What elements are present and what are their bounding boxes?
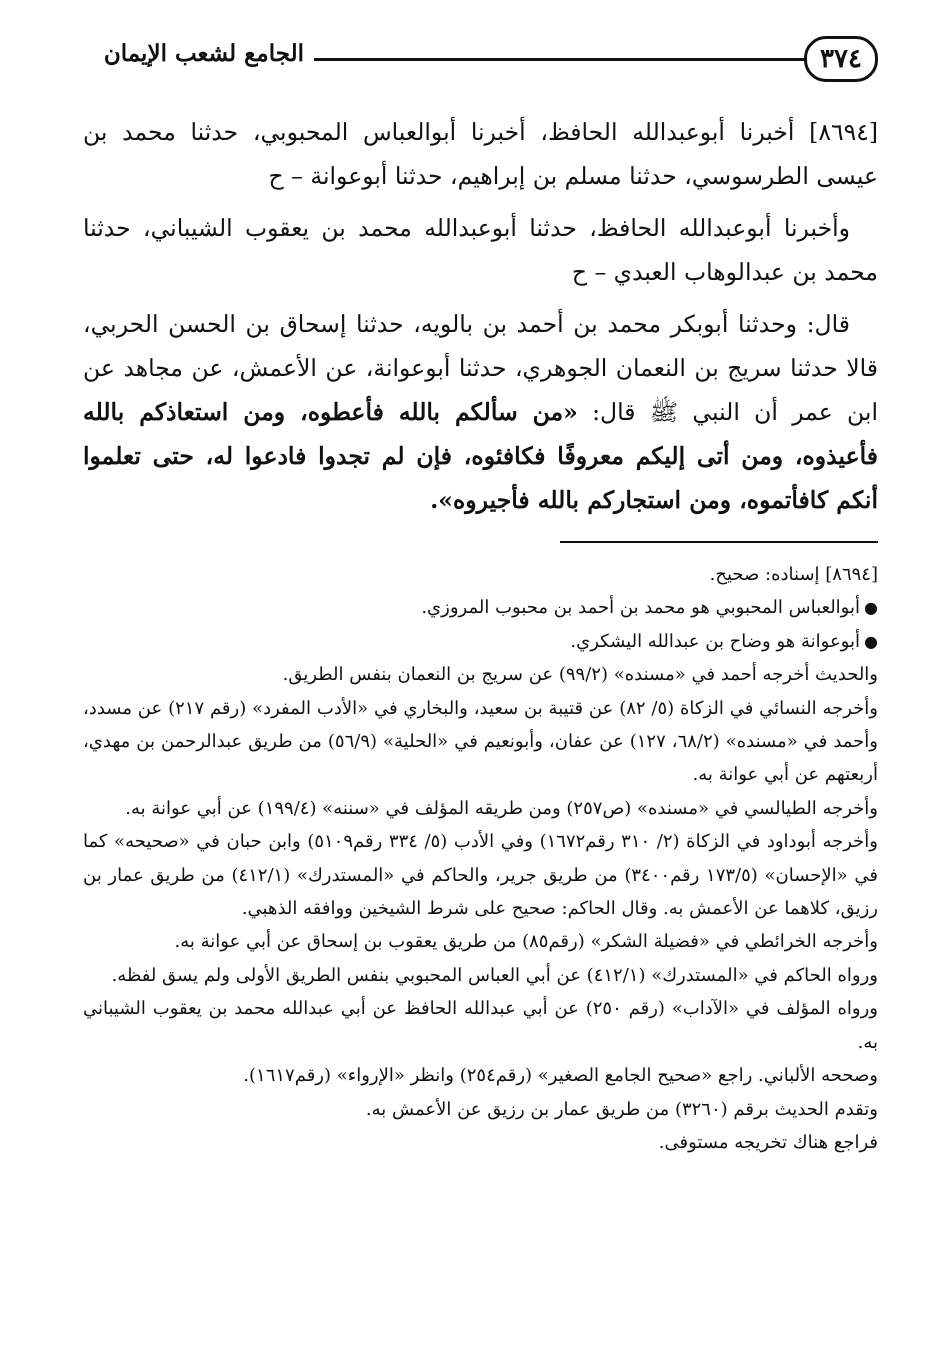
footnote-paragraph: وأخرجه أبوداود في الزكاة (٢/ ٣١٠ رقم١٦٧٢) وفي الأدب (٥/ ٣٣٤ رقم٥١٠٩) وابن حبان في «صحيحه» كما في «الإحسان» (١٧٣/٥ رقم٣٤٠٠) من طريق جرير، والحاكم في «المستدرك» (٤١٢/١) من طريق عمار بن رزيق، كلاهما عن الأعمش به. وقال الحاكم: صحيح على شرط الشيخين ووافقه الذهبي.: [83, 831, 879, 920]
footnote-bullets: [83, 591, 878, 658]
isnad-paragraph: وأخبرنا أبوعبدالله الحافظ، حدثنا أبوعبدالله محمد بن يعقوب الشيباني، حدثنا محمد بن عبدالوهاب العبدي – ح: [83, 214, 878, 286]
footnote-paragraph: ورواه المؤلف في «الآداب» (رقم ٢٥٠) عن أبي عبدالله الحافظ عن أبي عبدالله محمد بن يعقوب الشيباني به.: [83, 998, 879, 1053]
isnad-paragraph: [٨٦٩٤] أخبرنا أبوعبدالله الحافظ، أخبرنا أبوالعباس المحبوبي، حدثنا محمد بن عيسى الطرسوسي، حدثنا مسلم بن إبراهيم، حدثنا أبوعوانة – ح: [83, 118, 878, 190]
footnote-paragraph: فراجع هناك تخريجه مستوفى.: [658, 1131, 878, 1153]
footnote-paragraph: وأخرجه الخرائطي في «فضيلة الشكر» (رقم٨٥) من طريق يعقوب بن إسحاق عن أبي عوانة به.: [174, 931, 878, 953]
footnote-paragraph: وتقدم الحديث برقم (٣٢٦٠) من طريق عمار بن رزيق عن الأعمش به.: [365, 1098, 878, 1120]
footnotes: [83, 558, 878, 1159]
footnote-heading: [٨٦٩٤] إسناده: صحيح.: [709, 564, 878, 585]
footnote-divider: [560, 541, 878, 543]
footnote-paragraph: وصححه الألباني. راجع «صحيح الجامع الصغير» (رقم٢٥٤) وانظر «الإرواء» (رقم١٦١٧).: [243, 1065, 878, 1087]
footnote-paragraph: وأخرجه النسائي في الزكاة (٥/ ٨٢) عن قتيبة بن سعيد، والبخاري في «الأدب المفرد» (رقم ٢١٧) عن مسدد، وأحمد في «مسنده» (٦٨/٢، ١٢٧) عن عفان، وأبونعيم في «الحلية» (٥٦/٩) من طريق عبدالرحمن بن مهدي، أربعتهم عن أبي عوانة به.: [83, 697, 878, 786]
hadith-paragraph: [83, 302, 878, 522]
footnote-paragraph: وأخرجه الطيالسي في «مسنده» (ص٢٥٧) ومن طريقه المؤلف في «سننه» (١٩٩/٤) عن أبي عوانة به.: [125, 797, 878, 819]
bullet-icon: ●: [864, 631, 878, 651]
main-text: [83, 110, 878, 530]
footnote-bullet-text: أبوعوانة هو وضاح بن عبدالله اليشكري.: [570, 630, 860, 652]
bullet-icon: ●: [864, 598, 878, 618]
footnote-bullet-text: أبوالعباس المحبوبي هو محمد بن أحمد بن محبوب المروزي.: [421, 597, 860, 619]
footnote-bullet: [83, 625, 878, 658]
header-rule: [314, 58, 804, 61]
footnote-paragraph: ورواه الحاكم في «المستدرك» (٤١٢/١) عن أبي العباس المحبوبي بنفس الطريق الأولى ولم يسق لفظه.: [111, 964, 878, 986]
page-header: [78, 36, 878, 86]
isnad-intro: قال: وحدثنا أبوبكر محمد بن أحمد بن بالويه، حدثنا إسحاق بن الحسن الحربي، قالا حدثنا سريج بن النعمان الجوهري، حدثنا أبوعوانة، عن الأعمش، عن مجاهد عن ابن عمر أن النبي ﷺ قال:: [83, 310, 878, 426]
hadith-text: «من سألكم بالله فأعطوه، ومن استعاذكم بالله فأعيذوه، ومن أتى إليكم معروفًا فكافئوه، فإن لم تجدوا فادعوا له، حتى تعلموا أنكم كافأتموه، ومن استجاركم بالله فأجيروه».: [83, 398, 878, 514]
page-number: ٣٧٤: [804, 36, 878, 82]
book-title: الجامع لشعب الإيمان: [103, 40, 304, 67]
footnote-paragraph: والحديث أخرجه أحمد في «مسنده» (٩٩/٢) عن سريج بن النعمان بنفس الطريق.: [282, 664, 878, 686]
footnote-bullet: [83, 591, 878, 624]
